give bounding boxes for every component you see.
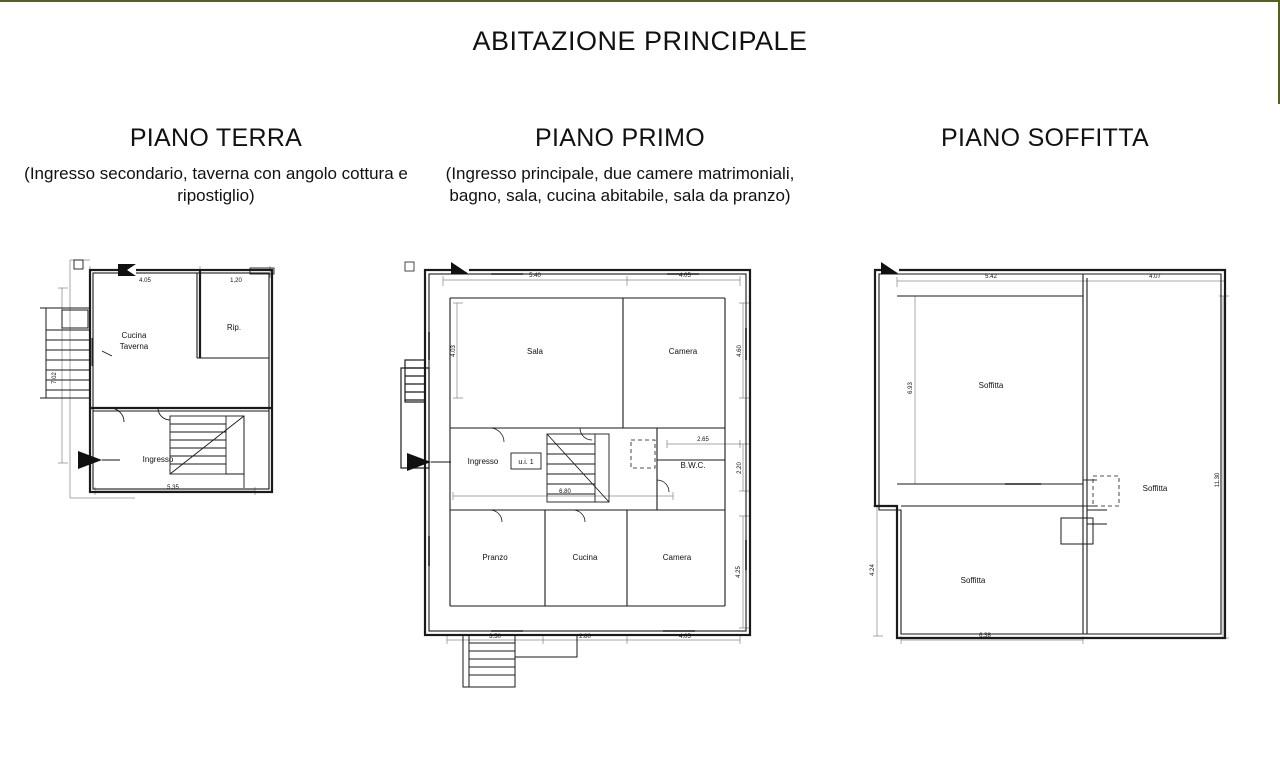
floor-column-piano-terra [8,124,424,207]
dimension-label: 4.05 [679,634,691,640]
dimension-label: 6.93 [908,382,914,394]
room-label: Camera [662,553,692,562]
room-label: Soffitta [960,576,986,585]
dimension-label: 4.24 [870,564,876,576]
floor-subtitle-piano-terra: (Ingresso secondario, taverna con angolo cottura e ripostiglio) [24,164,408,205]
room-label: u.i. 1 [518,459,534,466]
top-divider-rule [0,0,1280,2]
floor-subtitle-piano-primo: (Ingresso principale, due camere matrimoniali, bagno, sala, cucina abitabile, sala da pranzo) [445,164,795,205]
room-label: Cucina [121,331,147,340]
floor-title-piano-terra: PIANO TERRA [129,124,303,152]
dimension-label: 2.20 [737,462,743,474]
dimension-label: 11.30 [1215,472,1221,488]
room-label: Soffitta [1142,484,1168,493]
floor-column-piano-soffitta [845,124,1245,163]
dimension-label: 7.02 [52,372,58,384]
dimension-label: 6.38 [979,633,991,639]
dimension-label: 4.05 [679,273,691,279]
room-label: Cucina [572,553,598,562]
floorplan-piano-primo [395,248,795,698]
dimension-label: 4.25 [736,566,742,578]
room-label: Rip. [226,323,242,332]
room-label: Camera [668,347,698,356]
dimension-label: 1,20 [230,278,242,284]
room-label: Sala [526,347,544,356]
dimension-label: 4.60 [737,345,743,357]
dimension-label: 4.05 [139,278,151,284]
room-label: Pranzo [482,553,508,562]
room-label: Soffitta [978,381,1004,390]
dimension-label: 3.50 [489,634,501,640]
dimension-label: 5.40 [529,273,541,279]
dimension-label: 5.35 [167,485,179,491]
room-label: Taverna [119,342,149,351]
dimension-label: 2.80 [579,634,591,640]
floorplan-piano-terra [40,248,330,508]
floor-title-piano-soffitta: PIANO SOFFITTA [941,124,1149,152]
page-title: ABITAZIONE PRINCIPALE [472,26,808,56]
dimension-label: 6.80 [559,489,571,495]
floor-column-piano-primo [420,124,820,207]
room-label: Ingresso [467,457,499,466]
dimension-label: 4.07 [1149,274,1161,280]
dimension-label: 4.03 [451,345,457,357]
room-label: B.W.C. [680,461,706,470]
floor-title-piano-primo: PIANO PRIMO [535,124,705,152]
dimension-label: 5.42 [985,274,997,280]
room-label: Ingresso [142,455,174,464]
dimension-label: 2.65 [697,437,709,443]
floorplan-piano-soffitta [855,248,1255,658]
